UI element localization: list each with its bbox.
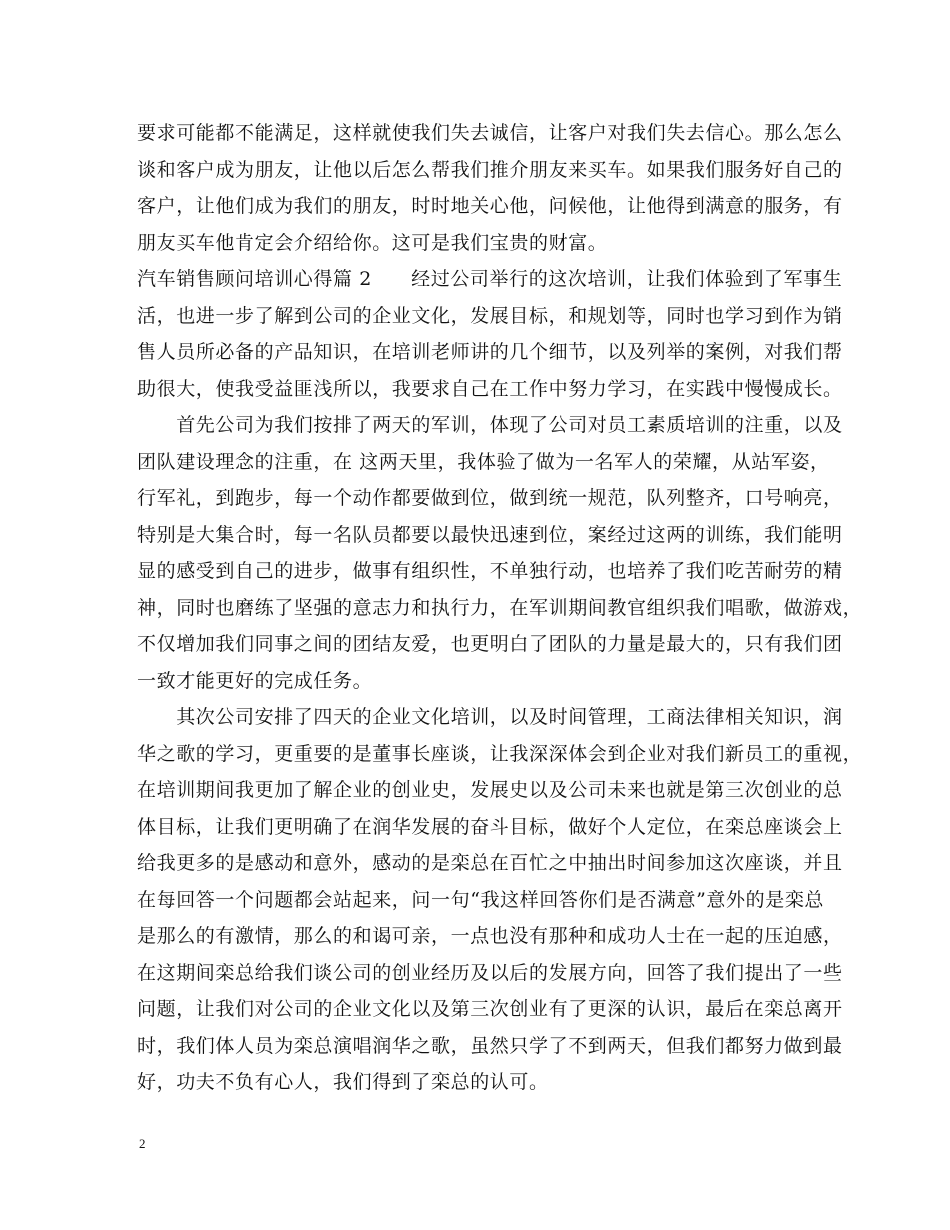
text-line: 助很大，使我受益匪浅所以，我要求自己在工作中努力学习，在实践中慢慢成长。	[137, 377, 843, 400]
text-line: 谈和客户成为朋友，让他以后怎么帮我们推介朋友来买车。如果我们服务好自己的	[137, 158, 843, 181]
text-line: 体目标，让我们更明确了在润华发展的奋斗目标，做好个人定位，在栾总座谈会上	[137, 815, 843, 838]
text-line: 华之歌的学习，更重要的是董事长座谈，让我深深体会到企业对我们新员工的重视，	[137, 742, 863, 765]
text-line: 朋友买车他肯定会介绍给你。这可是我们宝贵的财富。	[137, 231, 608, 254]
text-line: 在这期间栾总给我们谈公司的创业经历及以后的发展方向，回答了我们提出了一些	[137, 961, 843, 984]
page-number: 2	[139, 1136, 146, 1151]
text-line: 行军礼，到跑步，每一个动作都要做到位，做到统一规范，队列整齐，口号响亮，	[137, 487, 843, 509]
text-line: 是那么的有激情，那么的和谒可亲，一点也没有那种和成功人士在一起的压迫感，	[137, 925, 843, 947]
text-line: 时，我们体人员为栾总演唱润华之歌，虽然只学了不到两天，但我们都努力做到最	[137, 1034, 843, 1057]
text-line: 在培训期间我更加了解企业的创业史，发展史以及公司未来也就是第三次创业的总	[137, 779, 843, 801]
text-line: 首先公司为我们按排了两天的军训，体现了公司对员工素质培训的注重，以及	[137, 414, 843, 436]
text-line: 团队建设理念的注重，在 这两天里，我体验了做为一名军人的荣耀，从站军姿，	[137, 450, 830, 473]
text-line: 其次公司安排了四天的企业文化培训，以及时间管理，工商法律相关知识，润	[137, 706, 843, 728]
text-line: 活，也进一步了解到公司的企业文化，发展目标，和规划等，同时也学习到作为销	[137, 304, 843, 327]
text-line: 在每回答一个问题都会站起来，问一句“我这样回答你们是否满意”意外的是栾总	[137, 888, 825, 911]
text-line: 要求可能都不能满足，这样就使我们失去诚信，让客户对我们失去信心。那么怎么	[137, 122, 843, 144]
text-line: 一致才能更好的完成任务。	[137, 669, 373, 692]
text-line: 不仅增加我们同事之间的团结友爱，也更明白了团队的力量是最大的，只有我们团	[137, 633, 843, 655]
text-line: 问题，让我们对公司的企业文化以及第三次创业有了更深的认识，最后在栾总离开	[137, 998, 843, 1020]
body-text	[137, 115, 863, 1101]
text-line: 客户，让他们成为我们的朋友，时时地关心他，问候他，让他得到满意的服务，有	[137, 195, 843, 217]
text-line: 售人员所必备的产品知识，在培训老师讲的几个细节，以及列举的案例，对我们帮	[137, 341, 843, 363]
text-line: 好，功夫不负有心人，我们得到了栾总的认可。	[137, 1071, 549, 1093]
text-line: 汽车销售顾问培训心得篇 2 经过公司举行的这次培训，让我们体验到了军事生	[137, 268, 843, 290]
text-line: 给我更多的是感动和意外，感动的是栾总在百忙之中抽出时间参加这次座谈，并且	[137, 852, 843, 874]
text-line: 显的感受到自己的进步，做事有组织性，不单独行动，也培养了我们吃苦耐劳的精	[137, 560, 843, 582]
text-line: 特别是大集合时，每一名队员都要以最快迅速到位，案经过这两的训练，我们能明	[137, 523, 843, 546]
text-line: 神，同时也磨练了坚强的意志力和执行力，在军训期间教官组织我们唱歌，做游戏，	[137, 596, 863, 619]
